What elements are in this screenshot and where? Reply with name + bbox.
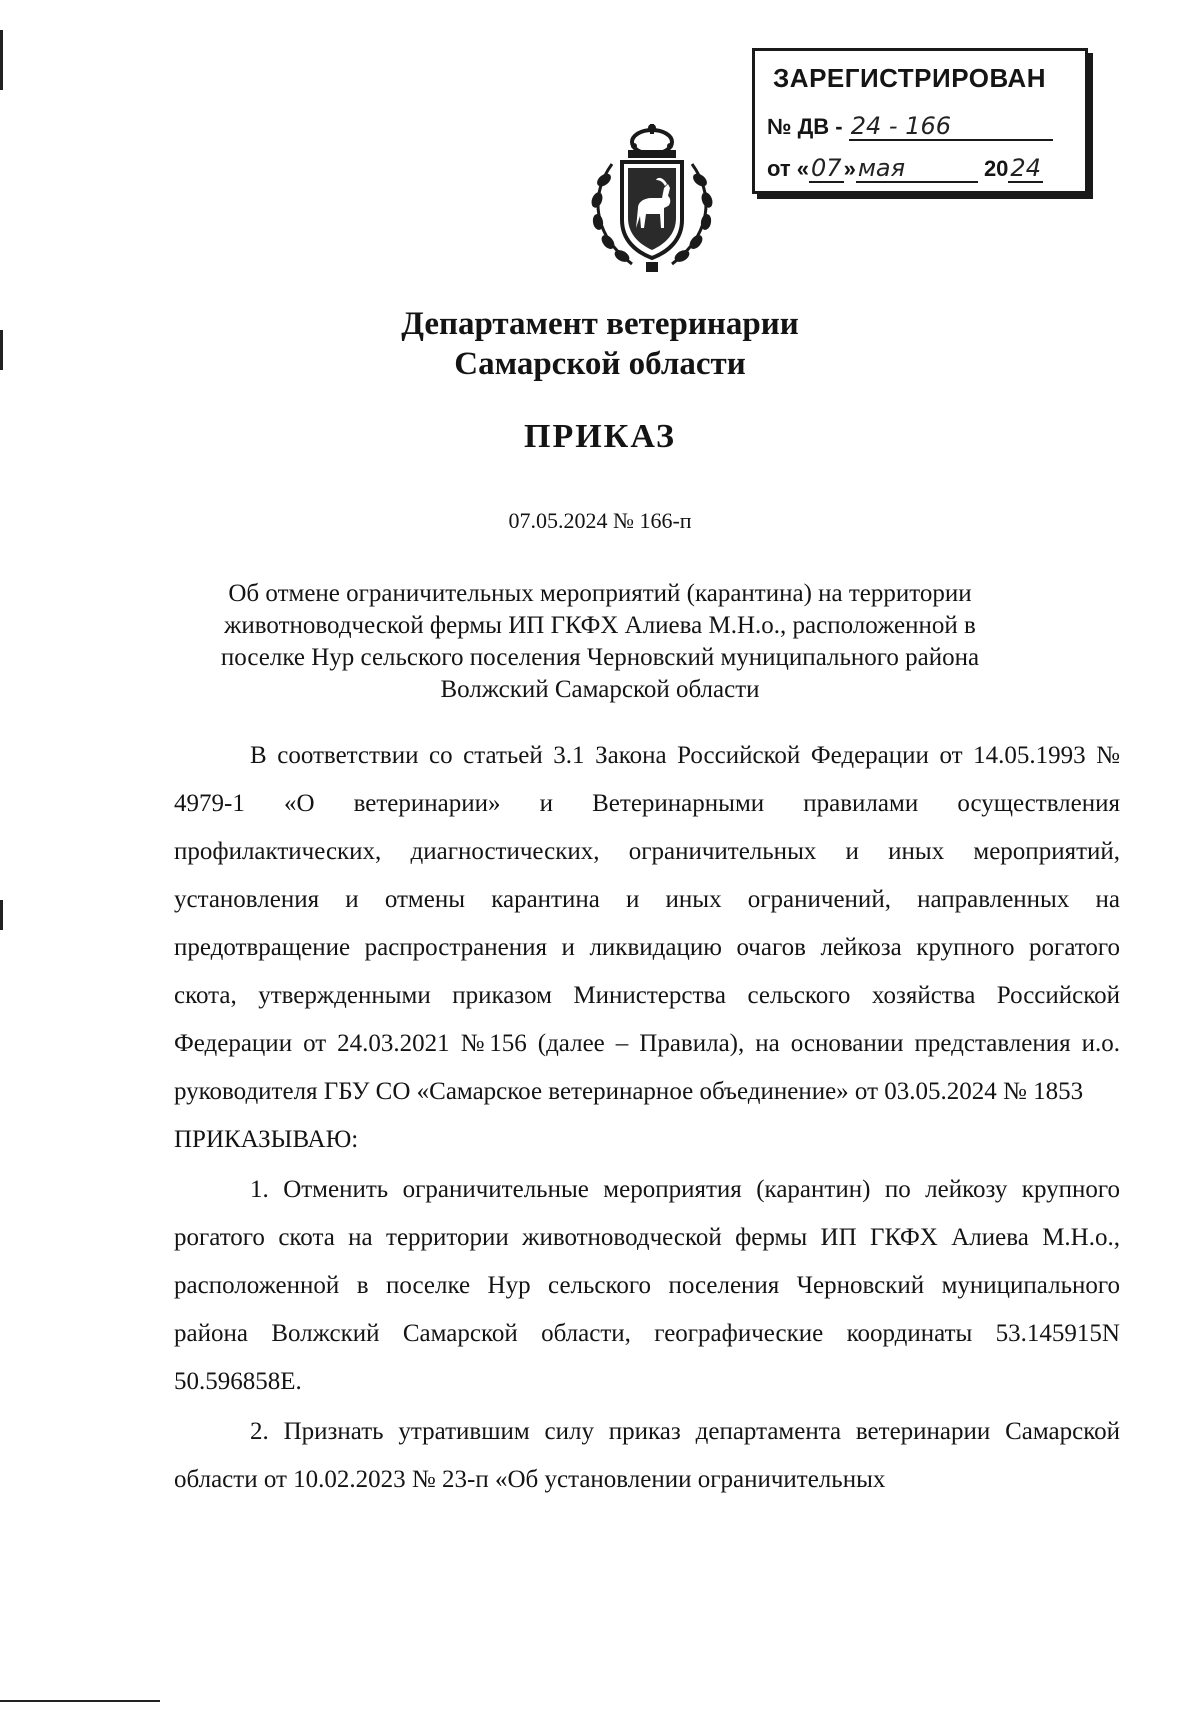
department-line-2: Самарской области: [454, 346, 746, 382]
stamp-date-line: [767, 155, 1043, 183]
stamp-day-handwritten: 07: [811, 154, 842, 182]
order-subject: [0, 578, 1200, 706]
order-body: [174, 732, 1120, 1504]
stamp-title: ЗАРЕГИСТРИРОВАН: [773, 63, 1046, 93]
order-item-1: 1. Отменить ограничительные мероприятия (карантин) по лейкозу крупного рогатого скота на территории животноводческой фермы ИП ГКФХ Алиева М.Н.о., расположенной в поселке Нур сельского поселения Черновский муниципального района Волжский Самарской области, географические координаты 53.145915N 50.596858E.: [174, 1176, 1120, 1395]
samara-coat-of-arms-icon: [572, 124, 732, 274]
stamp-year-handwritten: 24: [1010, 154, 1041, 182]
subject-line-1: Об отмене ограничительных мероприятий (карантина) на территории: [228, 580, 972, 607]
stamp-number-prefix: № ДВ -: [767, 114, 843, 139]
subject-line-4: Волжский Самарской области: [440, 676, 760, 703]
registration-stamp: [752, 48, 1088, 194]
stamp-number-line: [767, 113, 1053, 141]
preamble-paragraph: В соответствии со статьей 3.1 Закона Российской Федерации от 14.05.1993 № 4979-1 «О ветеринарии» и Ветеринарными правилами осуществления профилактических, диагностических, ограничительных и иных мероприятий, установления и отмены карантина и иных ограничений, направленных на предотвращение распространения и ликвидацию очагов лейкоза крупного рогатого скота, утвержденными приказом Министерства сельского хозяйства Российской Федерации от 24.03.2021 №156 (далее – Правила), на основании представления и.о. руководителя ГБУ СО «Самарское ветеринарное объединение» от 03.05.2024 № 1853: [174, 742, 1120, 1105]
order-word: ПРИКАЗЫВАЮ:: [174, 1126, 359, 1153]
stamp-month-handwritten: мая: [856, 155, 978, 183]
department-line-1: Департамент ветеринарии: [401, 306, 799, 342]
stamp-date-prefix: от «: [767, 156, 810, 181]
stamp-number-handwritten: 24 - 166: [849, 113, 1053, 141]
subject-line-2: животноводческой фермы ИП ГКФХ Алиева М.Н.о., расположенной в: [224, 612, 976, 639]
department-heading: [0, 304, 1200, 384]
stamp-year-prefix: 20: [983, 156, 1009, 181]
scan-edge-mark: [0, 900, 3, 930]
document-type-title: ПРИКАЗ: [524, 418, 676, 455]
stamp-date-sep: »: [843, 156, 856, 181]
order-date-number: 07.05.2024 № 166-п: [508, 508, 692, 533]
scan-edge-mark: [0, 30, 3, 90]
order-item-2: 2. Признать утратившим силу приказ департамента ветеринарии Самарской области от 10.02.2023 № 23-п «Об установлении ограничительных: [174, 1418, 1120, 1493]
scan-edge-mark: [0, 1700, 160, 1702]
subject-line-3: поселке Нур сельского поселения Черновский муниципального района: [220, 644, 980, 671]
